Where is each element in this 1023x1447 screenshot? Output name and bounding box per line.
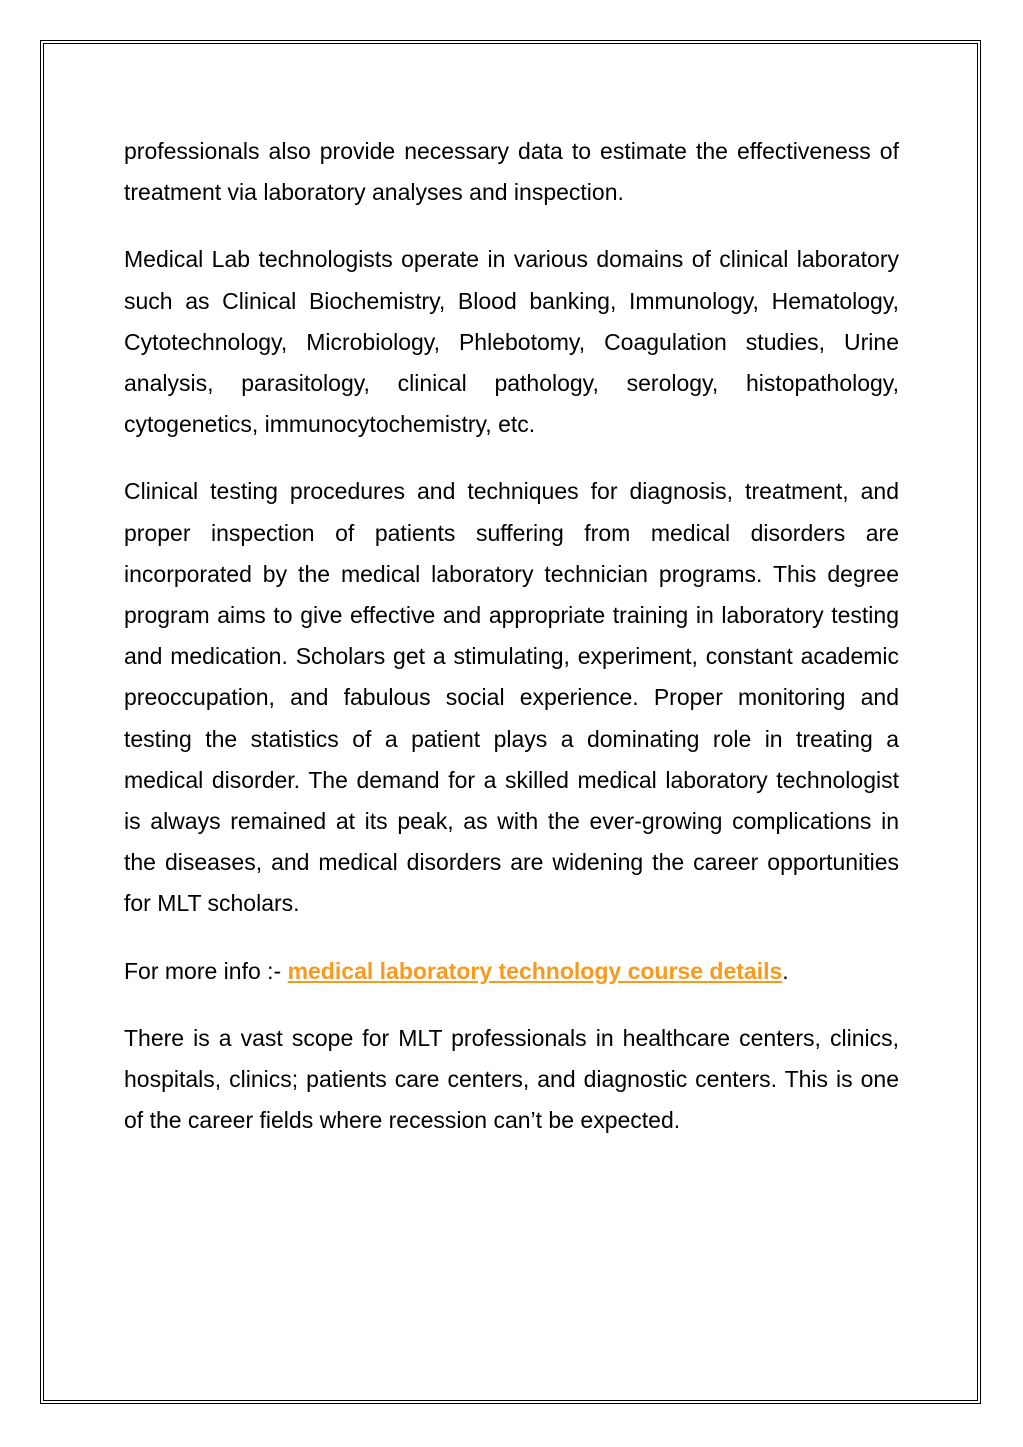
paragraph-testing-procedures: Clinical testing procedures and techniques for diagnosis, treatment, and proper inspection of patients suffering from medical disorders are incorporated by the medical laboratory technician programs. This degree program aims to give effective and appropriate training in laboratory testing and medication. Scholars get a stimulating, experiment, constant academic preoccupation, and fabulous social experience. Proper monitoring and testing the statistics of a patient plays a dominating role in treating a medical disorder. The demand for a skilled medical laboratory technologist is always remained at its peak, as with the ever-growing complications in the diseases, and medical disorders are widening the career opportunities for MLT scholars.: [124, 478, 899, 917]
more-info-line: [124, 951, 899, 992]
course-details-link[interactable]: medical laboratory technology course details: [287, 957, 783, 984]
paragraph-treatment-effectiveness: professionals also provide necessary data to estimate the effectiveness of treatment via laboratory analyses and inspection.: [124, 138, 899, 206]
paragraph-career-scope: There is a vast scope for MLT professionals in healthcare centers, clinics, hospitals, clinics; patients care centers, and diagnostic centers. This is one of the career fields where recession can’t be expected.: [124, 1024, 899, 1134]
more-info-suffix: .: [782, 957, 789, 984]
more-info-prefix: For more info :-: [124, 957, 288, 984]
paragraph-lab-domains: Medical Lab technologists operate in various domains of clinical laboratory such as Clinical Biochemistry, Blood banking, Immunology, Hematology, Cytotechnology, Microbiology, Phlebotomy, Coagulation studies, Urine analysis, parasitology, clinical pathology, serology, histopathology, cytogenetics, immunocytochemistry, etc.: [124, 246, 899, 438]
document-body: [124, 131, 899, 1167]
